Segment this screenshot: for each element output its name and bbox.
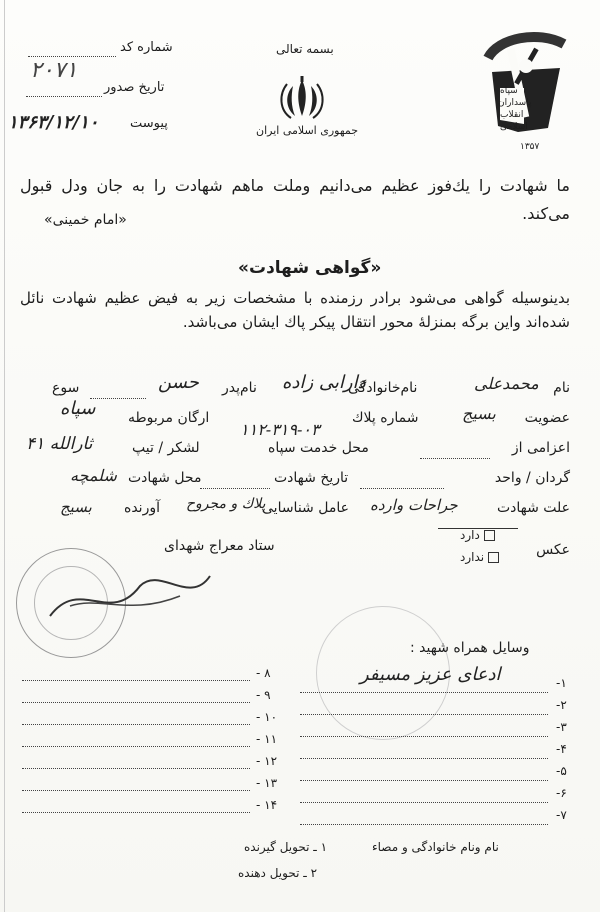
family-value: دارابی زاده [282,372,366,393]
org-label: ارگان مربوطه [128,410,210,426]
name-value: محمدعلی [474,374,539,393]
cause-label: علت شهادت [496,500,570,516]
belonging-item-1: ادعای عزیز مسیفر [360,664,501,685]
membership-value: بسیج [462,404,496,423]
center-caption: جمهوری اسلامی ایران [256,124,359,137]
suffix-label: سوع [52,380,80,396]
left-line-12 [22,768,250,769]
issue-date-line [26,96,102,97]
company-line [360,488,444,489]
right-line-7 [300,824,548,825]
hasnot-checkbox[interactable] [488,552,499,563]
place-label: محل شهادت [128,470,202,486]
binding-edge [4,0,5,912]
left-line-10 [22,724,250,725]
footer-deliverer-label: ۲ ـ تحویل دهنده [238,866,318,880]
belongings-right-2: ۲- [556,698,567,712]
left-line-8 [22,680,250,681]
number-line [28,56,116,57]
photo-label: عکس [536,542,570,558]
emblem-word-3: انقلاب [500,110,524,120]
date-label: تاریخ شهادت [274,470,349,486]
belongings-right-1: ۱- [556,676,567,690]
tag-value: ۱۱۲-۳۱۹-۰۳ [240,420,320,439]
quote-text: ما شهادت را یك‌فوز عظیم می‌دانیم وملت ماهم شهادت را به جان ودل قبول می‌کند. [20,176,570,223]
issue-date-label: تاریخ صدور [104,80,165,95]
division-label: لشکر / تیپ [132,440,200,456]
has-checkbox[interactable] [484,530,495,541]
iran-emblem-icon [277,76,327,120]
right-line-1 [300,692,548,693]
belongings-right-3: ۳- [556,720,567,734]
company-label: گردان / واحد [494,470,570,486]
belongings-left-14: ۱۴ - [256,798,278,812]
right-line-4 [300,758,548,759]
belongings-right-6: ۶- [556,786,567,800]
center-motto: بسمه تعالی [276,42,334,56]
identifier-label: عامل شناسایی [262,500,349,516]
emblem-word-1: سپاه [500,86,518,96]
service-label: محل خدمت سپاه [268,440,369,456]
hasnot-option: ندارد [460,550,499,564]
footer-receiver-label: ۱ ـ تحویل گیرنده [244,840,328,854]
bearer-label: آورنده [124,500,160,516]
signature-mark [40,566,220,636]
number-value: ۲۰۷۱ [30,58,78,83]
tag-label: شماره پلاك [352,410,419,426]
left-line-9 [22,702,250,703]
belongings-left-10: ۱۰ - [256,710,278,724]
dispatch-line [420,458,490,459]
belongings-left-13: ۱۳ - [256,776,278,790]
cause-value: جراحات وارده [370,496,458,514]
has-option: دارد [460,528,495,542]
emblem-word-4: اسلامی [500,122,528,132]
number-label: شماره کد [120,40,173,55]
belongings-left-12: ۱۲ - [256,754,278,768]
belongings-right-7: ۷- [556,808,567,822]
left-line-14 [22,812,250,813]
attachment-label: پیوست [130,116,168,131]
intro-text: بدینوسیله گواهی می‌شود برادر رزمنده با مشخصات زیر به فیض عظیم شهادت نائل شده‌اند واین برگه بمنزلهٔ محور انتقال پیکر پاك ایشان می‌باشد. [20,289,570,331]
family-label: نام‌خانوادگی [348,380,418,396]
right-line-3 [300,736,548,737]
emblem-word-2: پاسداران [498,98,532,108]
father-label: نام‌پدر [222,380,257,396]
issue-date-value: ۱۳۶۳/۱۲/۱۰ [8,112,99,133]
date-line [200,488,270,489]
belongings-left-8: ۸ - [256,666,271,680]
membership-label: عضویت [524,410,570,426]
belongings-left-11: ۱۱ - [256,732,278,746]
emblem-year: ۱۳۵۷ [520,142,540,152]
belongings-title: وسایل همراه شهید : [410,640,530,656]
identifier-value: پلاك و مجروح [186,496,266,512]
staff-label: ستاد معراج شهدای [164,538,275,554]
belongings-left-9: ۹ - [256,688,271,702]
division-value: ۴۱ ثارالله [26,434,93,454]
right-line-5 [300,780,548,781]
suffix-line [90,398,146,399]
name-label: نام [553,380,570,396]
certificate-title: «گواهی شهادت» [238,258,382,278]
quote-author: «امام خمینی» [44,212,127,228]
father-value: حسن [158,372,199,393]
left-line-13 [22,790,250,791]
belongings-right-5: ۵- [556,764,567,778]
dispatch-label: اعزامی از [511,440,570,456]
left-line-11 [22,746,250,747]
org-value: سپاه [60,398,96,419]
right-line-6 [300,802,548,803]
place-value: شلمچه [70,466,117,485]
right-line-2 [300,714,548,715]
belongings-right-4: ۴- [556,742,567,756]
footer-signature-label: نام ونام خانوادگی و مصاء [372,840,499,854]
bearer-value: بسیج [60,498,92,516]
